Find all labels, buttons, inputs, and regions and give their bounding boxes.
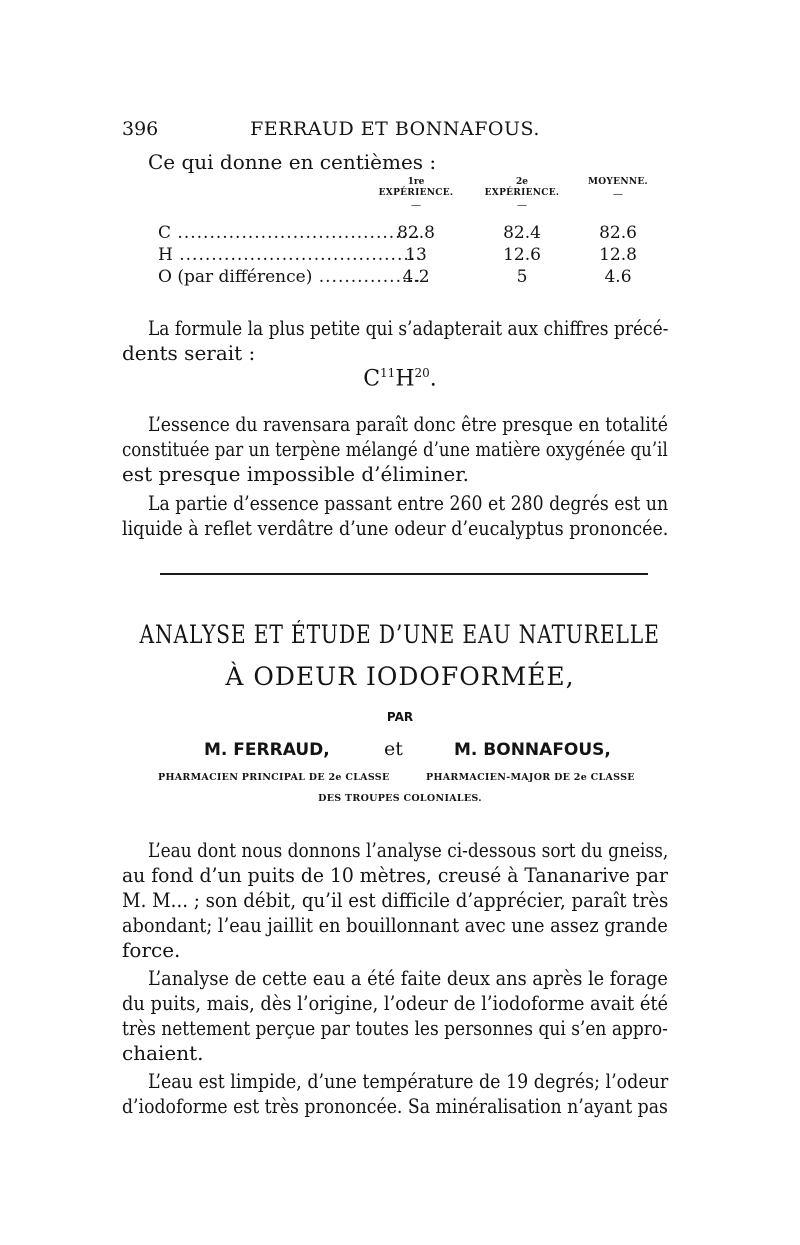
paragraph-line: abondant; l’eau jaillit en bouillonnant avec une assez grande	[122, 913, 668, 937]
column-dash: —	[517, 200, 527, 211]
paragraph-line: L’eau dont nous donnons l’analyse ci-dessous sort du gneiss,	[148, 838, 669, 862]
section-divider	[160, 573, 648, 575]
running-head	[122, 118, 668, 142]
table-cell: 82.8	[397, 223, 435, 243]
table-cell: 4.2	[402, 267, 430, 287]
column-ordinal: 1re	[407, 177, 425, 187]
column-label: EXPÉRIENCE.	[484, 188, 560, 198]
paragraph-line: au fond d’un puits de 10 mètres, creusé à Tananarive par	[122, 863, 668, 887]
paragraph-line: L’analyse de cette eau a été faite deux ans après le forage	[148, 966, 668, 990]
paragraph-line: liquide à reflet verdâtre d’une odeur d’eucalyptus prononcée.	[122, 516, 669, 540]
author-ferraud: M. FERRAUD,	[204, 740, 330, 760]
formula-carbon-count: 11	[380, 366, 396, 380]
article-title-text: ANALYSE ET ÉTUDE D’UNE EAU NATURELLE	[139, 620, 661, 649]
column-dash: —	[411, 200, 421, 211]
table-cell: 12.6	[503, 245, 541, 265]
affiliation-ferraud: PHARMACIEN PRINCIPAL DE 2e CLASSE	[158, 772, 390, 783]
intro-line: Ce qui donne en centièmes :	[148, 150, 437, 174]
paragraph-line: d’iodoforme est très prononcée. Sa minéralisation n’ayant pas	[122, 1094, 668, 1118]
paragraph-line: très nettement perçue par toutes les personnes qui s’en appro-	[122, 1016, 668, 1040]
paragraph-line: du puits, mais, dès l’origine, l’odeur de l’iodoforme avait été	[122, 991, 669, 1015]
running-title: FERRAUD ET BONNAFOUS.	[250, 118, 540, 140]
author-bonnafous: M. BONNAFOUS,	[454, 740, 611, 760]
paragraph-line: constituée par un terpène mélangé d’une matière oxygénée qu’il	[122, 437, 668, 461]
affiliation-bonnafous: PHARMACIEN-MAJOR DE 2e CLASSE	[426, 772, 635, 783]
formula-hydrogen: H	[395, 366, 415, 392]
paragraph-line: M. M... ; son débit, qu’il est difficile d’apprécier, paraît très	[122, 888, 669, 912]
column-dash: —	[613, 189, 623, 200]
row-label: C .....	[158, 222, 420, 244]
author-conjunction: et	[384, 738, 403, 760]
row-label: H .....	[158, 244, 420, 266]
table-cell: 5	[516, 267, 528, 287]
column-label: MOYENNE.	[588, 177, 648, 187]
table-row	[122, 244, 668, 266]
formula-intro-line: dents serait :	[122, 341, 256, 365]
formula-carbon: C	[363, 366, 381, 392]
formula-end: .	[429, 366, 437, 392]
column-header-experience-1	[366, 177, 466, 211]
table-cell: 12.8	[599, 245, 637, 265]
column-header-experience-2	[472, 177, 572, 211]
column-ordinal: 2e	[516, 177, 528, 187]
paragraph-line: La partie d’essence passant entre 260 et 280 degrés est un	[148, 491, 669, 515]
table-cell: 82.4	[503, 223, 541, 243]
paragraph-line: force.	[122, 938, 181, 962]
table-cell: 4.6	[604, 267, 632, 287]
paragraph-line: L’eau est limpide, d’une température de 19 degrés; l’odeur	[148, 1069, 669, 1093]
page-number: 396	[122, 118, 159, 140]
paragraph-line: chaient.	[122, 1041, 204, 1065]
table-row	[122, 222, 668, 244]
row-label: O (par différence) .....	[158, 266, 420, 288]
authors-line	[0, 740, 800, 766]
formula-hydrogen-count: 20	[414, 366, 430, 380]
formula-intro-line: La formule la plus petite qui s’adapterait aux chiffres précé-	[148, 316, 669, 340]
table-cell: 82.6	[599, 223, 637, 243]
paragraph-line: est presque impossible d’éliminer.	[122, 462, 469, 486]
composition-table	[122, 177, 668, 287]
chemical-formula	[0, 366, 800, 391]
column-label: EXPÉRIENCE.	[378, 188, 454, 198]
table-row	[122, 266, 668, 288]
article-title-text: À ODEUR IODOFORMÉE,	[225, 662, 575, 691]
byline-par: PAR	[386, 710, 414, 724]
article-title-line-1	[0, 620, 800, 649]
table-cell: 13	[405, 245, 427, 265]
column-header-moyenne	[568, 177, 668, 200]
paragraph-line: L’essence du ravensara paraît donc être presque en totalité	[148, 412, 668, 436]
article-title-line-2	[0, 662, 800, 691]
affiliation-shared: DES TROUPES COLONIALES.	[318, 793, 482, 804]
